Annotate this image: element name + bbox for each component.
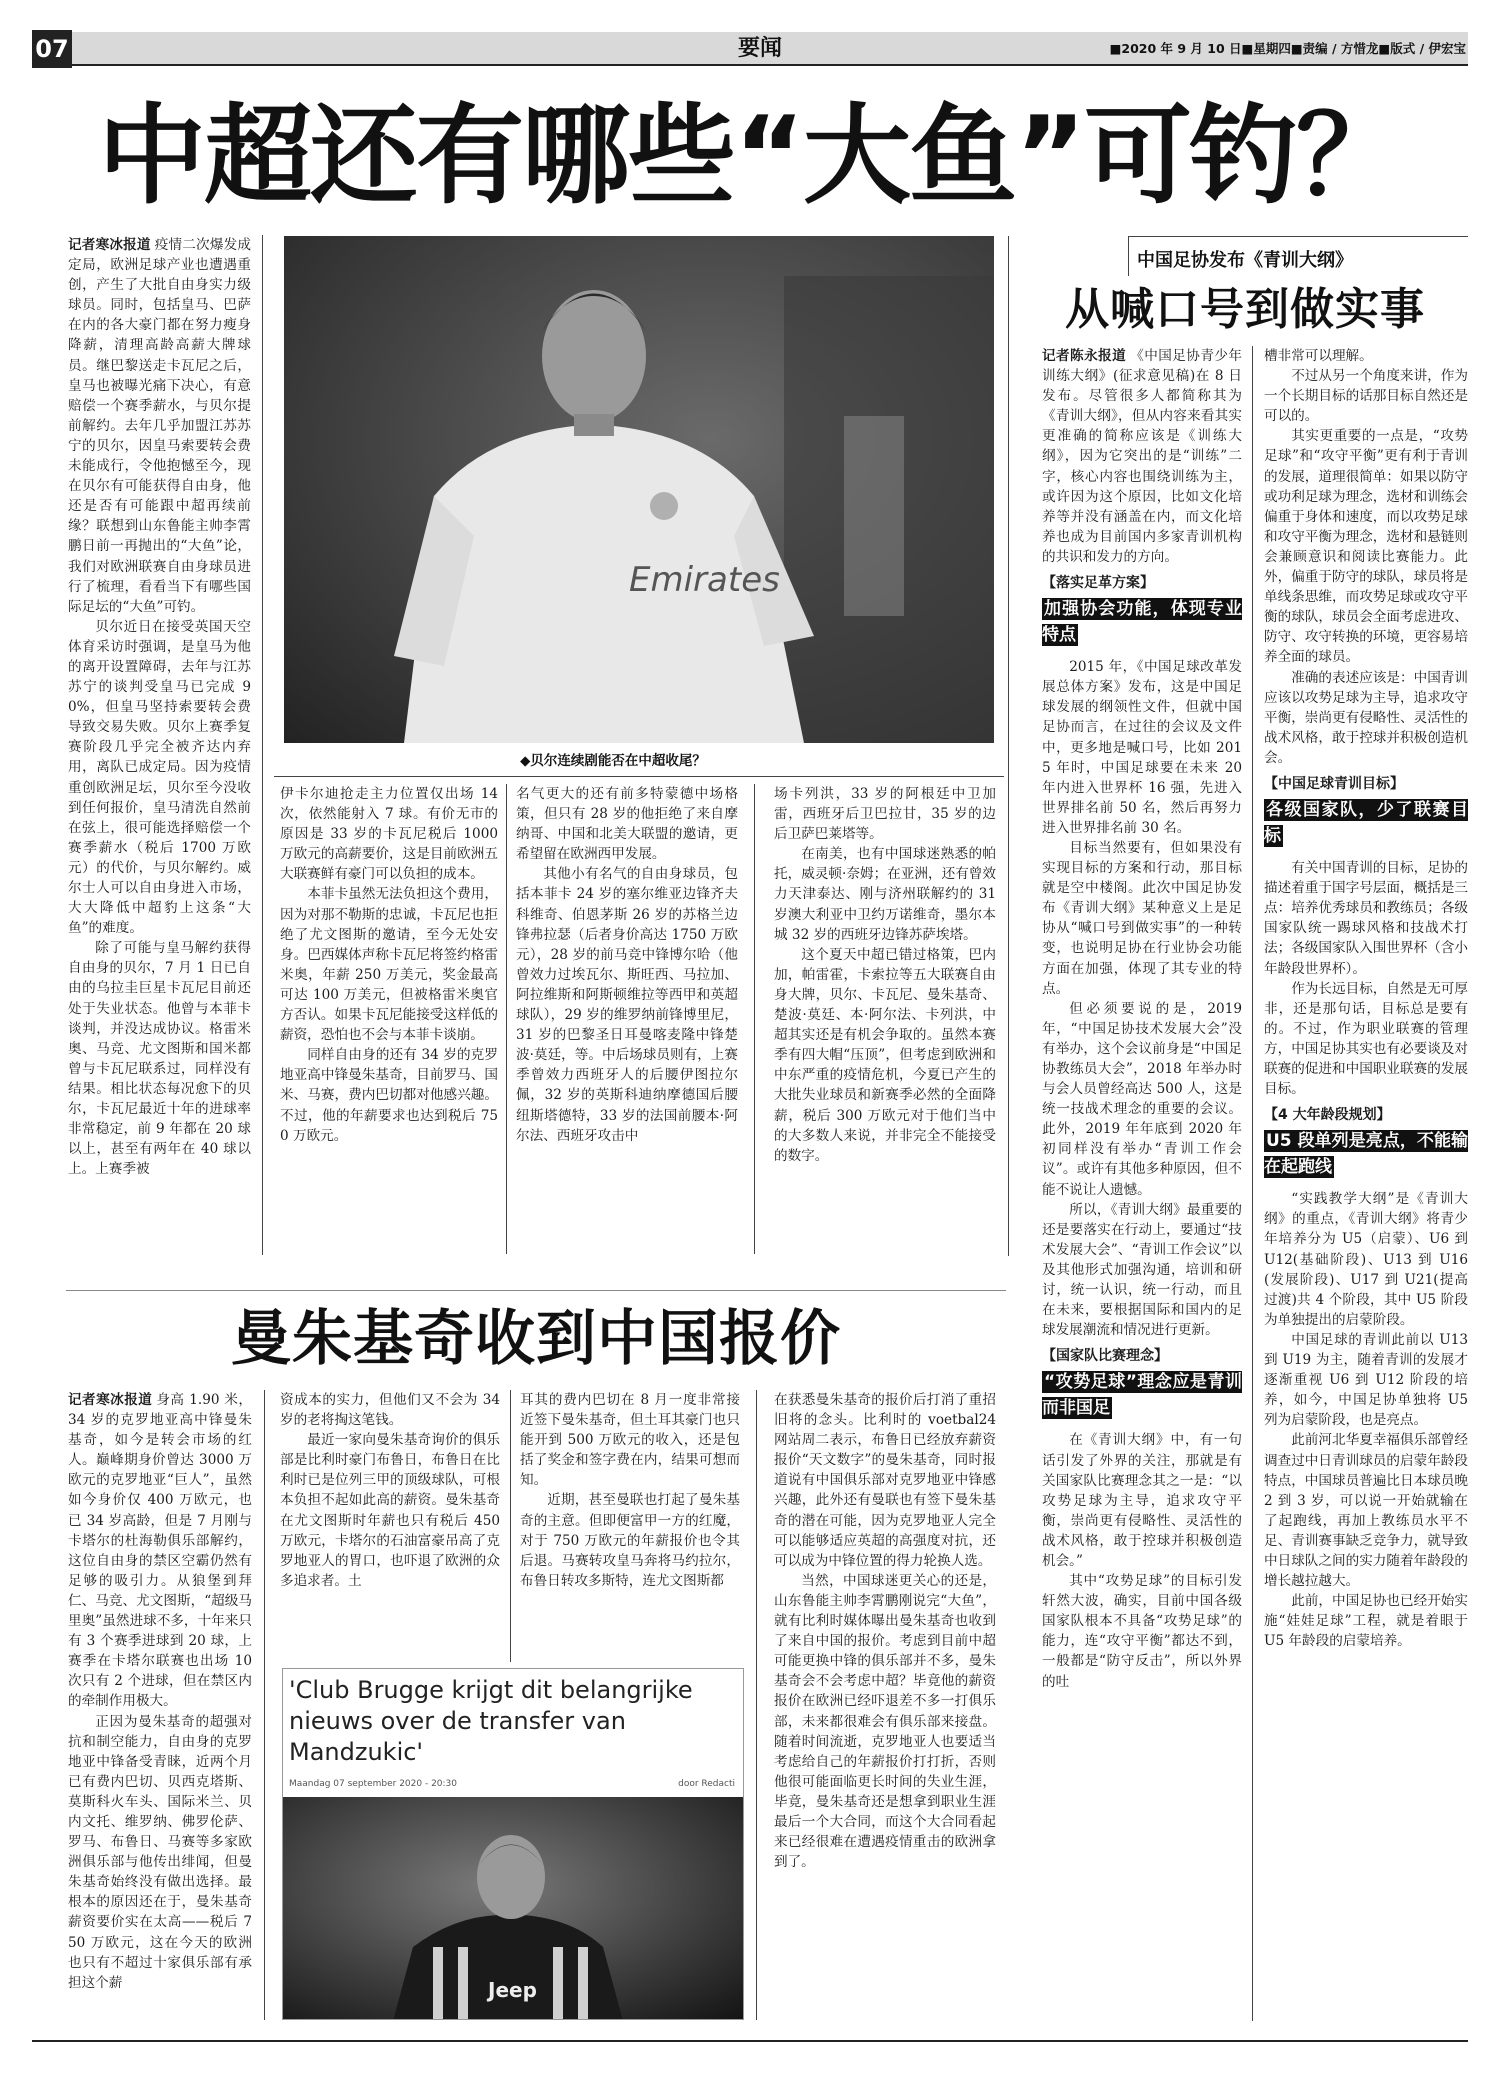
side-story-frame bbox=[1128, 236, 1468, 237]
side-kicker: 中国足协发布《青训大纲》 bbox=[1137, 250, 1353, 271]
paragraph: 其中“攻势足球”的目标引发轩然大波，确实，目前中国各级国家队根本不具备“攻势足球”的能力，连“攻守平衡”都达不到，一般都是“防守反击”，所以外界的吐 bbox=[1042, 1573, 1242, 1690]
paragraph: 资成本的实力，但他们又不会为 34 岁的老将掏这笔钱。 bbox=[280, 1392, 500, 1429]
paragraph: 本菲卡虽然无法负担这个费用，因为对那不勒斯的忠诚，卡瓦尼也拒绝了尤文图斯的邀请，至今无处安身。巴西媒体声称卡瓦尼将签约格雷米奥，年薪 250 万美元，奖金最高可达 100 万美元，但被格雷米奥官方否认。如果卡瓦尼能接受这样低的薪资，恐怕也不会与本菲卡谈崩。 bbox=[280, 886, 498, 1044]
paragraph: 准确的表述应该是：中国青训应该以攻势足球为主导，追求攻守平衡，崇尚更有侵略性、灵活性的战术风格，敢于控球并积极创造机会。 bbox=[1264, 669, 1468, 766]
paragraph: 槽非常可以理解。 bbox=[1264, 348, 1373, 364]
subheading: 各级国家队，少了联赛目标 bbox=[1264, 800, 1468, 847]
column-rule bbox=[510, 1390, 511, 1662]
second-headline: 曼朱基奇收到中国报价 bbox=[231, 1304, 841, 1374]
caption-rule bbox=[274, 776, 1004, 777]
main-story-col4 bbox=[774, 784, 996, 1254]
section-heading: 【落实足革方案】 bbox=[1042, 575, 1154, 592]
dateline: ■2020 年 9 月 10 日■星期四■责编 / 方惜龙■版式 / 伊宏宝 bbox=[1109, 41, 1466, 56]
second-story-col1 bbox=[68, 1390, 252, 2020]
paragraph: 这个夏天中超已错过格策，巴内加，帕雷霍，卡索拉等五大联赛自由身大牌，贝尔、卡瓦尼、曼朱基奇、楚波·莫廷、本·阿尔法、卡列洪，中超其实还是有机会争取的。虽然本赛季有四大帽“压顶”，但考虑到欧洲和中东严重的疫情危机，今夏已产生的大批失业球员和新赛季必然的全面降薪，税后 300 万欧元对于他们当中的大多数人来说，并非完全不能接受的数字。 bbox=[774, 946, 996, 1164]
paragraph: 目标当然要有，但如果没有实现目标的方案和行动，那目标就是空中楼阁。此次中国足协发布《青训大纲》某种意义上是足协从“喊口号到做实事”的一种转变，也说明足协在行业协会功能方面在加强，体现了其专业的特点。 bbox=[1042, 839, 1242, 997]
paragraph: 在南美，也有中国球迷熟悉的帕托，威灵顿·奈姆；在亚洲，还有曾效力天津泰达、刚与济州联解约的 31 岁澳大利亚中卫约万诺维奇，墨尔本城 32 岁的西班牙边锋苏萨埃塔。 bbox=[774, 846, 996, 943]
svg-text:Jeep: Jeep bbox=[488, 1978, 537, 2002]
paragraph: 近期，甚至曼联也打起了曼朱基奇的主意。但即便富甲一方的红魔，对于 750 万欧元的年薪报价也令其后退。马赛转攻皇马奔将马约拉尔，布鲁日转攻多斯特，连尤文图斯都 bbox=[520, 1492, 740, 1589]
mandzukic-photo-image bbox=[283, 1797, 744, 2020]
bale-photo-image bbox=[284, 236, 994, 743]
second-story-col4 bbox=[774, 1390, 996, 2020]
column-rule bbox=[264, 1390, 265, 2020]
paragraph: 正因为曼朱基奇的超强对抗和制空能力，自由身的克罗地亚中锋备受青睐，近两个月已有费内巴切、贝西克塔斯、莫斯科火车头、国际米兰、贝内文托、维罗纳、佛罗伦萨、罗马、布鲁日、马赛等多家欧洲俱乐部与他传出绯闻，但曼朱基奇始终没有做出选择。最根本的原因还在于，曼朱基奇薪资要价实在太高——税后 750 万欧元，这在今天的欧洲也只有不超过十家俱乐部有承担这个薪 bbox=[68, 1713, 252, 1991]
paragraph: 贝尔近日在接受英国天空体育采访时强调，是皇马为他的离开设置障碍，去年与江苏苏宁的谈判受皇马已完成 90%，但皇马坚持索要转会费导致交易失败。贝尔上赛季复赛阶段几乎完全被齐达内弃用，离队已成定局。因为疫情重创欧洲足坛，贝尔至今没收到任何报价，皇马清洗自然前在弦上，很可能选择赔偿一个赛季薪水（税后 1700 万欧元）的代价，与贝尔解约。威尔士人可以自由身进入市场，大大降低中超豹上这条“大鱼”的难度。 bbox=[68, 618, 251, 937]
subheading: 加强协会功能，体现专业特点 bbox=[1042, 599, 1242, 646]
page-number: 07 bbox=[32, 30, 72, 68]
paragraph: 当然，中国球迷更关心的还是，山东鲁能主帅李霄鹏刚说完“大鱼”，就有比利时媒体曝出曼朱基奇也收到了来自中国的报价。考虑到目前中超可能更换中锋的俱乐部并不多，曼朱基奇会不会考虑中超？毕竟他的薪资报价在欧洲已经吓退差不多一打俱乐部，未来都很难会有俱乐部来接盘。随着时间流逝，克罗地亚人也要适当考虑给自己的年薪报价打打折，否则他很可能面临更长时间的失业生涯，毕竟，曼朱基奇还是想拿到职业生涯最后一个大合同，而这个大合同看起来已经很难在遭遇疫情重击的欧洲拿到了。 bbox=[774, 1572, 996, 1871]
paragraph: 但必须要说的是，2019 年，“中国足协技术发展大会”没有举办，这个会议前身是“中国足协教练员大会”，2018 年举办时与会人员曾经高达 500 人，这是统一技战术理念的重要的会议。此外，2019 年年底到 2020 年初同样没有举办“青训工作会议”。或许有其他多种原因，但不能不说让人遗憾。 bbox=[1042, 1000, 1242, 1198]
paragraph: 同样自由身的还有 34 岁的克罗地亚高中锋曼朱基奇，目前罗马、国米、马赛，费内巴切都对他感兴趣。不过，他的年薪要求也达到税后 750 万欧元。 bbox=[280, 1047, 498, 1144]
paragraph: 最近一家向曼朱基奇询价的俱乐部是比利时豪门布鲁日，布鲁日在比利时已是位列三甲的顶级球队，可根本负担不起如此高的薪资。曼朱基奇在尤文图斯时年薪也只有税后 450 万欧元，卡塔尔的石油富豪吊高了克罗地亚人的胃口，也吓退了欧洲的众多追求者。土 bbox=[280, 1432, 500, 1589]
story-separator bbox=[66, 1290, 1006, 1291]
paragraph: 其实更重要的一点是，“攻势足球”和“攻守平衡”更有利于青训的发展，道理很简单：如果以防守或功利足球为理念，选材和训练会偏重于身体和速度，而以攻势足球和攻守平衡为理念，选材和悬链则会兼顾意识和阅读比赛能力。此外，偏重于防守的球队，球员将是单线条思维，而攻势足球或攻守平衡的球队，球员会全面考虑进攻、防守、攻守转换的环境，更容易培养全面的球员。 bbox=[1264, 428, 1468, 666]
main-story-col3 bbox=[516, 784, 738, 1254]
bale-photo bbox=[284, 236, 994, 743]
paragraph: 伊卡尔迪抢走主力位置仅出场 14 次，依然能射入 7 球。有价无市的原因是 33 岁的卡瓦尼税后 1000 万欧元的高薪要价，这是目前欧洲五大联赛鲜有豪门可以负担的成本。 bbox=[280, 786, 498, 883]
column-rule bbox=[754, 784, 755, 1254]
column-rule bbox=[262, 235, 263, 1255]
subheading: “攻势足球”理念应是青训而非国足 bbox=[1042, 1372, 1242, 1419]
paragraph: 疫情二次爆发成定局，欧洲足球产业也遭遇重创，产生了大批自由身实力级球员。同时，包括皇马、巴萨在内的各大豪门都在努力瘦身降薪，清理高龄高薪大牌球员。继巴黎送走卡瓦尼之后，皇马也被曝光痛下决心，有意赔偿一个赛季薪水，与贝尔提前解约。去年几乎加盟江苏苏宁的贝尔，因皇马索要转会费未能成行，令他抱憾至今，现在贝尔有可能获得自由身，他还是否有可能跟中超再续前缘？联想到山东鲁能主帅李霄鹏日前一再抛出的“大鱼”论，我们对欧洲联赛自由身球员进行了梳理，看看当下有哪些国际足坛的“大鱼”可钓。 bbox=[68, 237, 251, 615]
column-rule bbox=[1008, 236, 1009, 1256]
column-rule bbox=[756, 1390, 757, 2020]
paragraph: 有关中国青训的目标，足协的描述着重于国字号层面，概括是三点：培养优秀球员和教练员；各级国家队统一踢球风格和技战术打法；各级国家队入围世界杯（含小年龄段世界杯）。 bbox=[1264, 860, 1468, 977]
clipping-date: Maandag 07 september 2020 - 20:30 bbox=[289, 1779, 458, 1789]
paragraph: 此前，中国足协也已经开始实施“娃娃足球”工程，就是着眼于 U5 年龄段的启蒙培养。 bbox=[1264, 1593, 1468, 1650]
mandzukic-photo bbox=[283, 1797, 744, 2020]
main-byline: 记者寒冰报道 bbox=[68, 237, 151, 253]
paragraph: 场卡列洪，33 岁的阿根廷中卫加雷，西班牙后卫巴拉甘，35 岁的边后卫萨巴莱塔等。 bbox=[774, 786, 996, 843]
news-clipping bbox=[282, 1668, 744, 2020]
paragraph: 2015 年，《中国足球改革发展总体方案》发布，这是中国足球发展的纲领性文件，但就中国足协而言，在过往的会议及文件中，更多地是喊口号，比如 2015 年时，中国足球要在未来 20 年内进入世界杯 16 强，先进入世界排名前 50 名，然后再努力进入世界排名前 30 名。 bbox=[1042, 659, 1242, 836]
side-story-col1 bbox=[1042, 346, 1242, 2021]
paragraph: 名气更大的还有前多特蒙德中场格策，但只有 28 岁的他拒绝了来自摩纳哥、中国和北美大联盟的邀请，更希望留在欧洲西甲发展。 bbox=[516, 786, 738, 863]
paragraph: 在《青训大纲》中，有一句话引发了外界的关注，那就是有关国家队比赛理念其之一是：“以攻势足球为主导，追求攻守平衡，崇尚更有侵略性、灵活性的战术风格，敢于控球并积极创造机会。” bbox=[1042, 1432, 1242, 1569]
side-byline: 记者陈永报道 bbox=[1042, 348, 1127, 364]
clipping-headline: 'Club Brugge krijgt dit belangrijke nieuws over de transfer van Mandzukic' bbox=[289, 1676, 693, 1766]
paragraph: 《中国足协青少年训练大纲》(征求意见稿)在 8 日发布。尽管很多人都简称其为《青训大纲》，但从内容来看其实更准确的简称应该是《训练大纲》，因为它突出的是“训练”二字，核心内容也围绕训练为主，或许因为这个原因，比如文化培养等并没有涵盖在内，而文化培养也成为目前国内多家青训机构的共识和发力的方向。 bbox=[1042, 348, 1242, 565]
paragraph: 作为长远目标，自然是无可厚非，还是那句话，目标总是要有的。不过，作为职业联赛的管理方，中国足协其实也有必要谈及对联赛的促进和中国职业联赛的发展目标。 bbox=[1264, 980, 1468, 1098]
paragraph: 耳其的费内巴切在 8 月一度非常接近签下曼朱基奇，但土耳其豪门也只能开到 500 万欧元的收入，还是包括了奖金和签字费在内，结果可想而知。 bbox=[520, 1392, 740, 1489]
paragraph: 在获悉曼朱基奇的报价后打消了重招旧将的念头。比利时的 voetbal24 网站周二表示，布鲁日已经放弃薪资报价“天文数字”的曼朱基奇，同时报道说有中国俱乐部对克罗地亚中锋感兴趣，此外还有曼联也有签下曼朱基奇的潜在可能，因为克罗地亚人完全可以能够适应英超的高强度对抗，还可以成为中锋位置的得力轮换人选。 bbox=[774, 1392, 996, 1569]
photo-caption: ◆贝尔连续剧能否在中超收尾？ bbox=[520, 753, 706, 769]
column-rule bbox=[506, 784, 507, 1254]
clipping-author: door Redacti bbox=[678, 1779, 735, 1789]
paragraph: 不过从另一个角度来讲，作为一个长期目标的话那目标自然还是可以的。 bbox=[1264, 368, 1468, 425]
paragraph: 此前河北华夏幸福俱乐部曾经调查过中日青训球员的启蒙年龄段特点，中国球员普遍比日本球员晚 2 到 3 岁，可以说一开始就输在了起跑线，再加上教练员水平不足、青训赛事缺乏竞争力，就导致中日球队之间的实力随着年龄段的增长越拉越大。 bbox=[1264, 1432, 1468, 1590]
main-story-col2 bbox=[280, 784, 498, 1254]
paragraph: 所以，《青训大纲》最重要的还是要落实在行动上，要通过“技术发展大会”、“青训工作会议”以及其他形式加强沟通，培训和研讨，统一认识，统一行动，而且在未来，要根据国际和国内的足球发展潮流和情况进行更新。 bbox=[1042, 1201, 1242, 1339]
page-bottom-rule bbox=[32, 2040, 1468, 2042]
second-byline: 记者寒冰报道 bbox=[68, 1392, 153, 1408]
section-title: 要闻 bbox=[737, 36, 782, 61]
paragraph: 除了可能与皇马解约获得自由身的贝尔，7 月 1 日已自由的乌拉圭巨星卡瓦尼目前还处于失业状态。他曾与本菲卡谈判，并没达成协议。格雷米奥、马竞、尤文图斯和国米都曾与卡瓦尼联系过，同样没有结果。相比状态每况愈下的贝尔，卡瓦尼最近十年的进球率非常稳定，前 9 年都在 20 球以上，甚至有两年在 40 球以上。上赛季被 bbox=[68, 940, 251, 1178]
paragraph: 身高 1.90 米，34 岁的克罗地亚高中锋曼朱基奇，如今是转会市场的红人。巅峰期身价曾达 3000 万欧元的克罗地亚“巨人”，虽然如今身价仅 400 万欧元，也已 34 岁高龄，但是 7 月刚与卡塔尔的杜海勒俱乐部解约，这位自由身的禁区空霸仍然有足够的吸引力。从狼堡到拜仁、马竞、尤文图斯，“超级马里奥”虽然进球不多，十年来只有 3 个赛季进球到 20 球，上赛季在卡塔尔联赛也出场 10 次只有 2 个进球，但在禁区内的牵制作用极大。 bbox=[68, 1392, 252, 1710]
second-story-col2 bbox=[280, 1390, 500, 1662]
section-heading: 【4 大年龄段规划】 bbox=[1264, 1107, 1391, 1124]
second-story-col3 bbox=[520, 1390, 740, 1662]
section-heading: 【国家队比赛理念】 bbox=[1042, 1348, 1168, 1365]
subheading: U5 段单列是亮点，不能输在起跑线 bbox=[1264, 1131, 1468, 1178]
main-story-col1 bbox=[68, 235, 251, 1257]
paragraph: 其他小有名气的自由身球员，包括本菲卡 24 岁的塞尔维亚边锋齐夫科维奇、伯恩茅斯 26 岁的苏格兰边锋弗拉瑟（后者身价高达 1750 万欧元），28 岁的前马竞中锋博尔哈（他曾效力过埃瓦尔、斯旺西、马拉加、阿拉维斯和阿斯顿维拉等西甲和英超球队），29 岁的维罗纳前锋博里尼，31 岁的巴黎圣日耳曼喀麦隆中锋楚波·莫廷，等。中后场球员则有，上赛季曾效力西班牙人的后腰伊图拉尔佩，32 岁的英斯科迪纳摩德国后腰纽斯塔德特，33 岁的法国前腰本·阿尔法、西班牙攻击中 bbox=[516, 866, 738, 1144]
section-heading: 【中国足球青训目标】 bbox=[1264, 775, 1404, 792]
column-rule bbox=[1252, 346, 1253, 2021]
paragraph: 中国足球的青训此前以 U13 到 U19 为主，随着青训的发展才逐渐重视 U6 到 U12 阶段的培养，如今，中国足协单独将 U5 列为启蒙阶段，也是亮点。 bbox=[1264, 1331, 1468, 1429]
side-story-col2 bbox=[1264, 346, 1468, 2021]
paragraph: “实践教学大纲”是《青训大纲》的重点，《青训大纲》将青少年培养分为 U5（启蒙）、U6 到 U12(基础阶段)、U13 到 U16(发展阶段)、U17 到 U21(提高过渡)共 4 个阶段，其中 U5 阶段为单独提出的启蒙阶段。 bbox=[1264, 1191, 1468, 1328]
svg-text:Emirates: Emirates bbox=[629, 560, 780, 600]
main-headline: 中超还有哪些“大鱼”可钓？ bbox=[98, 94, 1402, 219]
side-headline: 从喊口号到做实事 bbox=[1065, 284, 1425, 335]
